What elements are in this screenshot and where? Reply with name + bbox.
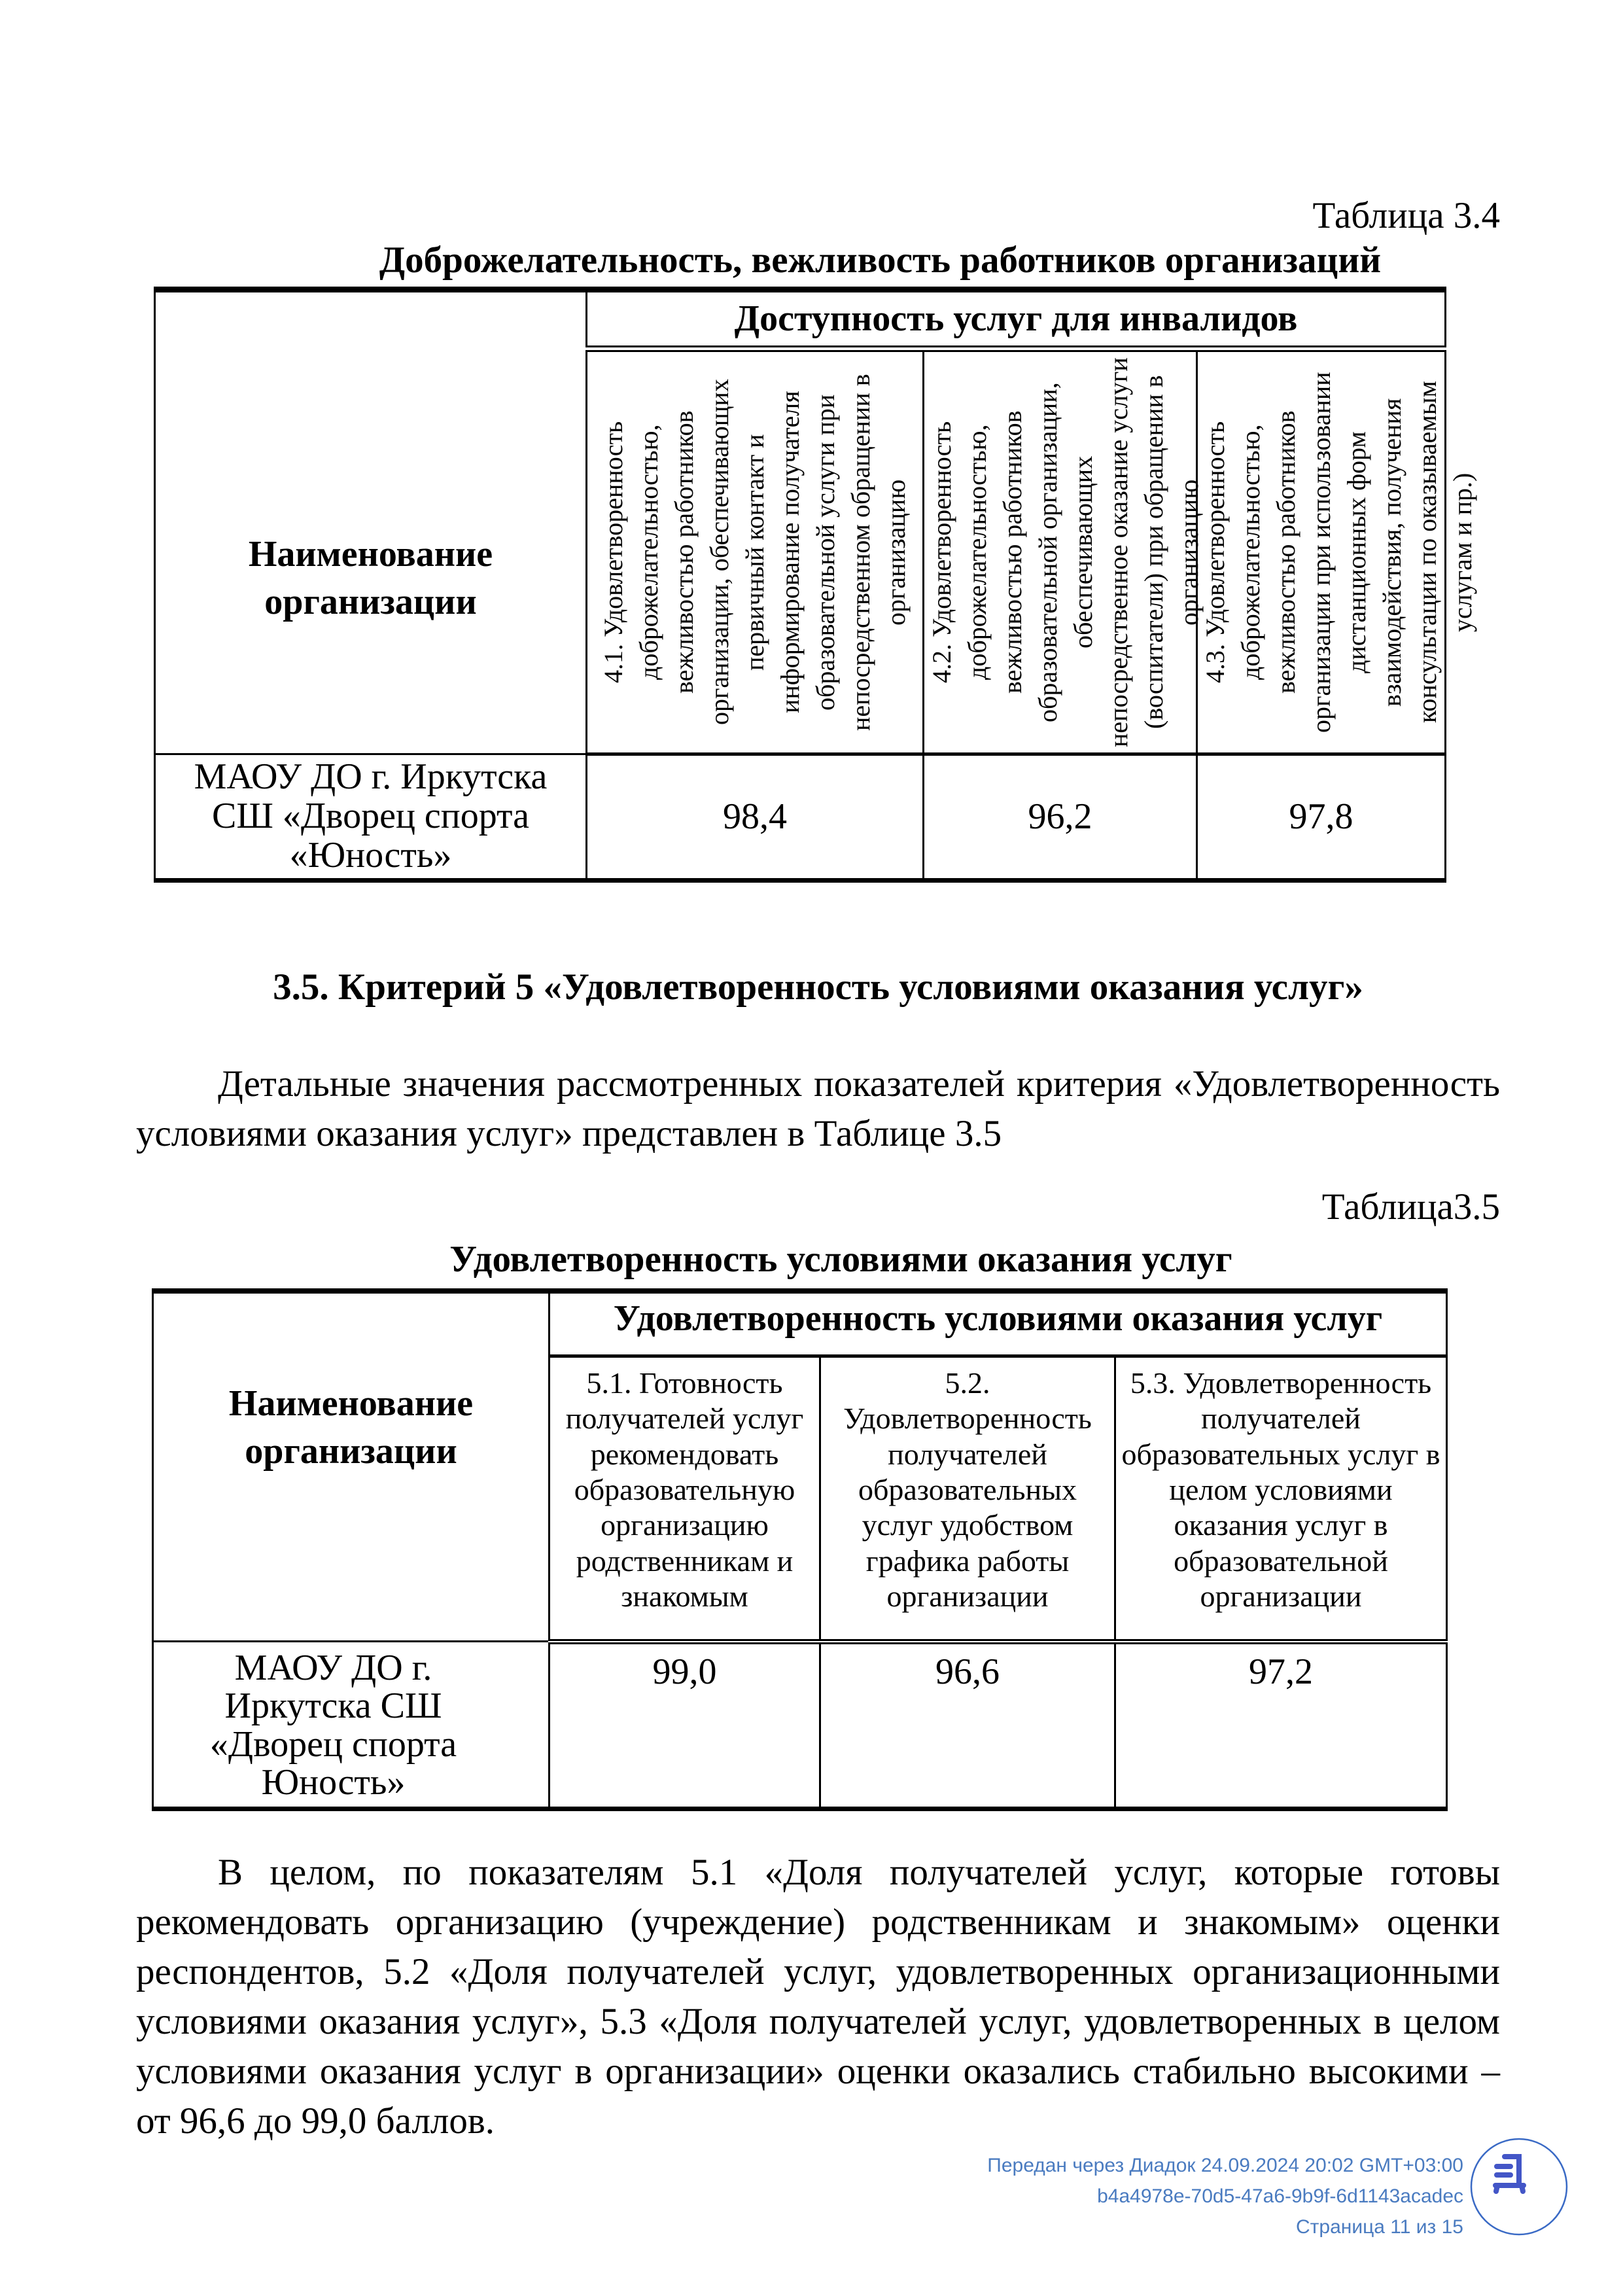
logo-glyph xyxy=(1495,2157,1524,2191)
footer-line-document-id: b4a4978e-70d5-47a6-9b9f-6d1143acadec xyxy=(1097,2185,1463,2207)
table-row xyxy=(155,290,1446,349)
org-cell: МАОУ ДО г. Иркутска СШ «Дворец спорта Юность» xyxy=(153,1642,550,1809)
table-row xyxy=(155,754,1446,881)
diadoc-logo-icon xyxy=(1469,2137,1569,2236)
paragraph: Детальные значения рассмотренных показателей критерия «Удовлетворенность условиями оказания услуг» представлен в Таблице 3.5 xyxy=(136,1063,1500,1154)
value-cell: 97,8 xyxy=(1197,754,1446,881)
table-3-5-title: Удовлетворенность условиями оказания услуг xyxy=(449,1238,1232,1280)
rotated-header-text: 4.2. Удовлетворенность доброжелательностью, вежливостью работников образовательной организации, обеспечивающих непосредственное оказание услуги (воспитатели) при обращении в организацию xyxy=(927,357,1204,747)
rotated-header-text: 4.1. Удовлетворенность доброжелательностью, вежливостью работников организации, обеспечивающих первичный контакт и информирование получателя образовательной услуги при непосредственном обращении в организацию xyxy=(599,373,911,731)
footer-line-page-number: Страница 11 из 15 xyxy=(1296,2216,1463,2238)
table-row xyxy=(153,1291,1447,1356)
sub-header-cell: 5.2. Удовлетворенность получателей образовательных услуг удобством графика работы организации xyxy=(820,1356,1115,1642)
sub-header-cell: 5.3. Удовлетворенность получателей образовательных услуг в целом условиями оказания услуг в образовательной организации xyxy=(1115,1356,1447,1642)
footer-line-transmitted: Передан через Диадок 24.09.2024 20:02 GMT+03:00 xyxy=(987,2155,1463,2176)
metric-column-header xyxy=(587,349,924,754)
value-cell: 98,4 xyxy=(587,754,924,881)
metric-column-header xyxy=(1197,349,1477,754)
section-heading: 3.5. Критерий 5 «Удовлетворенность условиями оказания услуг» xyxy=(273,966,1363,1008)
value-cell: 97,2 xyxy=(1115,1642,1447,1809)
table-3-4 xyxy=(154,287,1477,883)
value-cell: 96,2 xyxy=(924,754,1197,881)
table-3-5-label: Таблица3.5 xyxy=(1321,1186,1500,1227)
group-header-cell: Доступность услуг для инвалидов xyxy=(587,290,1446,349)
group-header-cell: Удовлетворенность условиями оказания услуг xyxy=(550,1291,1447,1356)
table-3-4-label: Таблица 3.4 xyxy=(1312,195,1500,236)
rotated-header-text: 4.3. Удовлетворенность доброжелательностью, вежливостью работников организации при использовании дистанционных форм взаимодействия, получения консультации по оказываемым услугам и пр.) xyxy=(1200,371,1477,733)
org-cell: МАОУ ДО г. Иркутска СШ «Дворец спорта «Юность» xyxy=(155,754,587,881)
metric-column-header xyxy=(924,349,1204,754)
value-cell: 96,6 xyxy=(820,1642,1115,1809)
sub-header-cell: 5.1. Готовность получателей услуг рекомендовать образовательную организацию родственникам и знакомым xyxy=(550,1356,820,1642)
value-cell: 99,0 xyxy=(550,1642,820,1809)
table-row xyxy=(153,1642,1447,1809)
table-3-4-title: Доброжелательность, вежливость работников организаций xyxy=(379,239,1382,281)
org-header-cell: Наименование организации xyxy=(153,1291,550,1642)
table-3-5 xyxy=(152,1288,1448,1811)
org-header-cell: Наименование организации xyxy=(155,290,587,754)
paragraph: В целом, по показателям 5.1 «Доля получателей услуг, которые готовы рекомендовать организацию (учреждение) родственникам и знакомым» оценки респондентов, 5.2 «Доля получателей услуг, удовлетворенных организационными условиями оказания услуг», 5.3 «Доля получателей услуг, удовлетворенных в целом условиями оказания услуг в организации» оценки оказались стабильно высокими – от 96,6 до 99,0 баллов. xyxy=(136,1852,1500,2142)
footer xyxy=(987,2150,1463,2242)
